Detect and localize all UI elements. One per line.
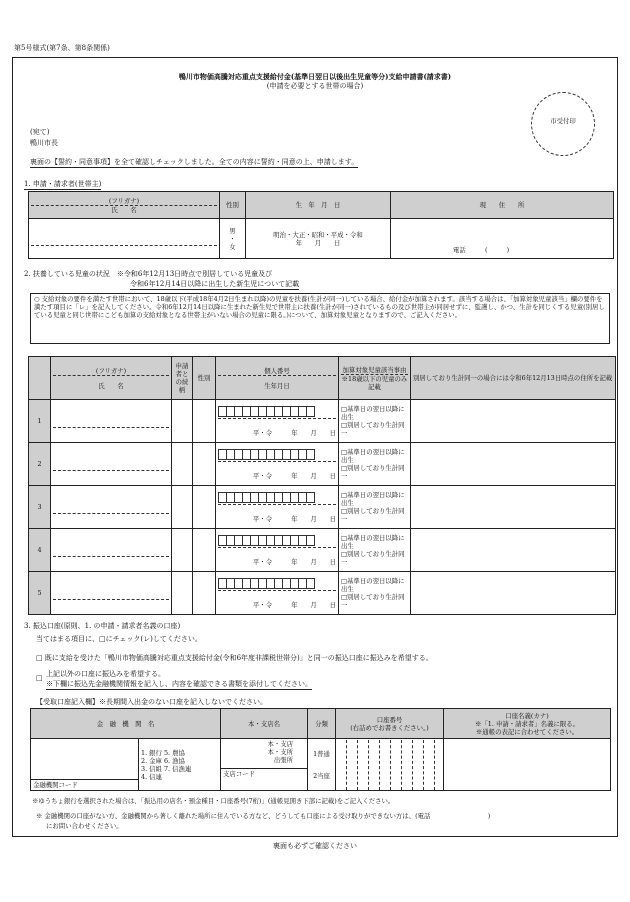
sex-female: 女 [229,242,236,251]
account-box-label: 【受取口座記入欄】※長期間入出金のない口座を記入しないでください。 [36,698,267,706]
footer-note: 裏面も必ずご確認ください [273,842,357,850]
checkbox-separate[interactable]: □別居しており生計同一 [341,507,405,523]
holder-note-1: ※「1. 申請・請求者」名義に限る。 [475,719,580,728]
row-number: 1 [29,400,51,443]
applicant-address-input[interactable] [391,219,614,259]
checkbox-born-after[interactable]: □基準日の翌日以降に出生 [341,577,405,593]
children-table [28,356,616,615]
other-address-header: 別居しており生計同一の場合には令和6年12月13日時点の住所を記載 [411,357,616,400]
target-checks[interactable] [339,572,411,615]
child-sex-input[interactable] [193,529,216,572]
target-checks[interactable] [339,486,411,529]
yucho-note: ※ゆうちょ銀行を選択された場合は、「振込用の店名・預金種目・口座番号(7桁)」(通帳見開き下部に記載)をご記入ください。 [32,797,395,805]
other-address-input[interactable] [411,529,616,572]
section3-heading: 3. 振込口座(原則、1. の申請・請求者名義の口座) [24,622,181,630]
applicant-birth-input[interactable] [246,219,391,259]
holder-note-2: ※通帳の表記に合わせてください。 [475,727,579,736]
bank-table [30,708,611,791]
option-other-account: 上記以外の口座に振込みを希望する。 [46,670,165,678]
bank-name-header: 金 融 機 関 名 [31,709,221,739]
child-birth-input: 平・令 年 月 日 [252,600,336,609]
mynumber-input[interactable] [216,486,339,529]
applicant-furigana-label: (フリガナ) [31,197,217,206]
target-label: 加算対象児童該当事由 [342,365,407,374]
option-other-note: ※下欄に振込先金融機関情報を記入し、内容を確認できる書類を添付してください。 [46,680,312,688]
bank-type-options[interactable] [139,739,221,791]
child-birth-input: 平・令 年 月 日 [252,514,336,523]
branch-type-2: 本・支所 [267,748,294,756]
other-address-input[interactable] [411,572,616,615]
reception-stamp [531,92,595,156]
branch-header: 本・支店名 [221,709,308,739]
child-row [29,486,616,529]
sex-header: 性別 [220,192,246,219]
child-name-header [51,357,172,400]
addressee-prefix: (宛て) [30,128,50,136]
bank-type-4: 4. 信連 [141,772,162,781]
checkbox-separate[interactable]: □別居しており生計同一 [341,550,405,566]
account-number-header [336,709,444,739]
child-row [29,443,616,486]
ymd-label: 年 月 日 [295,238,341,247]
row-number: 2 [29,443,51,486]
child-birth-label: 生年月日 [264,381,290,390]
checkbox-separate[interactable]: □別居しており生計同一 [341,593,405,609]
mynumber-label: 個人番号 [218,367,336,376]
branch-input[interactable] [221,739,308,791]
form-title: 鴨川市物価高騰対応重点支援給付金(基準日翌日以後出生児童等分)支給申請書(請求書) [178,72,452,81]
other-address-input[interactable] [411,443,616,486]
phone-label: 電話 ( ) [453,245,510,254]
child-name-input[interactable] [51,400,172,443]
child-row [29,529,616,572]
child-sex-input[interactable] [193,572,216,615]
relation-input[interactable] [172,443,193,486]
target-checks[interactable] [339,529,411,572]
child-birth-input: 平・令 年 月 日 [252,428,336,437]
account-number-label: 口座番号 [376,715,403,724]
applicant-name-input[interactable] [29,219,220,259]
form-id: 第5号様式(第7条、第8条関係) [14,44,110,52]
child-sex-input[interactable] [193,486,216,529]
other-address-input[interactable] [411,486,616,529]
relation-input[interactable] [172,400,193,443]
child-row [29,572,616,615]
consent-statement: 裏面の【誓約・同意事項】を全て確認しチェックしました。全ての内容に誓約・同意の上、申請します。 [30,158,359,166]
checkbox-born-after[interactable]: □基準日の翌日以降に出生 [341,534,405,550]
row-number: 3 [29,486,51,529]
child-row [29,400,616,443]
option-same-account[interactable]: □ 既に支給を受けた「鴨川市物価高騰対応重点支援給付金(令和6年度非課税世帯分)」と同一の振込口座に振込みを希望する。 [36,654,433,662]
section2-note: ○ 支給対象の要件を満たす世帯において、18歳以下(平成18年4月2日生まれ以降)の児童を扶養(生計が同一)している場合、給付金が加算されます。該当する場合は、「加算対象児童該当」欄の要件を満たす項目に「レ」を記入してください。令和6年12月14日以降に生まれた新生児で世帯主に扶養(生計が同一)されているもの及び世帯主が同居せずに、監護し、かつ、生計を同じくする児童(別居している児童と同じ世帯にこども加算の支給対象となる世帯主がいない場合の児童に限る。)について、加算対象児童となりますので、ご記入ください。 [30,293,610,344]
era-options: 明治・大正・昭和・平成・令和 [273,230,363,239]
addressee: 鴨川市長 [30,139,58,147]
bank-code-label: 金融機関コード [31,779,138,790]
bank-type-1: 1. 銀行 5. 農協 [141,748,185,757]
target-note: ※18歳以下の児童のみ記載 [341,374,408,391]
form-subtitle: (申請を必要とする世帯の場合) [266,82,364,90]
bank-name-input[interactable] [31,739,139,791]
branch-code-label: 支店コード [221,768,307,779]
mynumber-input[interactable] [216,443,339,486]
stamp-label: 市受付印 [550,117,576,125]
type-header: 分類 [308,709,336,739]
account-number-input[interactable] [336,739,444,791]
child-furigana-label: (フリガナ) [53,367,169,376]
applicant-name-label: 氏 名 [111,205,137,214]
row-number: 5 [29,572,51,615]
option-other-checkbox[interactable]: □ [36,674,43,682]
child-name-input[interactable] [51,529,172,572]
holder-label: 口座名義(カナ) [505,711,549,720]
branch-type-3: 出張所 [273,756,294,764]
applicant-sex-select[interactable] [220,219,246,259]
mynumber-input[interactable] [216,572,339,615]
relation-header: 申請者との続柄 [172,357,193,400]
birth-header: 生 年 月 日 [246,192,391,219]
mynumber-input[interactable] [216,400,339,443]
sex-dot: ・ [229,234,236,243]
no-account-note: ※ 金融機関の口座がない方、金融機関から著しく離れた場所に住んでいる方など、どうしても口座による受け取りができない方は、(電話 ) [36,812,491,820]
account-type-2: 2当座 [313,771,330,780]
checkbox-born-after[interactable]: □基準日の翌日以降に出生 [341,448,405,464]
mynumber-input[interactable] [216,529,339,572]
target-checks[interactable] [339,443,411,486]
child-sex-input[interactable] [193,443,216,486]
checkbox-born-after[interactable]: □基準日の翌日以降に出生 [341,491,405,507]
checkbox-separate[interactable]: □別居しており生計同一 [341,464,405,480]
relation-input[interactable] [172,572,193,615]
holder-header [444,709,611,739]
holder-input[interactable] [444,739,611,791]
child-name-input[interactable] [51,572,172,615]
account-number-note: (右詰めでお書きください。) [350,723,429,732]
child-name-input[interactable] [51,443,172,486]
relation-input[interactable] [172,529,193,572]
child-name-input[interactable] [51,486,172,529]
applicant-table [28,191,614,259]
sex-male: 男 [229,226,236,235]
child-birth-input: 平・令 年 月 日 [252,557,336,566]
bank-type-2: 2. 金庫 6. 漁協 [141,756,185,765]
row-number: 4 [29,529,51,572]
account-type-options[interactable] [308,739,336,791]
furigana-header [29,192,220,219]
checkbox-born-after[interactable]: □基準日の翌日以降に出生 [341,405,405,421]
section1-heading: 1. 申請・請求者(世帯主) [24,180,102,188]
section2-heading: 2. 扶養している児童の状況 ※令和6年12月13日時点で別居している児童及び [24,270,273,278]
branch-type-1: 本・支店 [267,740,294,748]
section3-instruction: 当てはまる項目に、□にチェック(レ)してください。 [36,635,202,643]
relation-input[interactable] [172,486,193,529]
target-header [339,357,411,400]
bank-type-3: 3. 信組 7. 信漁連 [141,764,192,773]
address-header: 現 住 所 [391,192,614,219]
child-sex-input[interactable] [193,400,216,443]
child-sex-header: 性別 [193,357,216,400]
child-birth-input: 平・令 年 月 日 [252,471,336,480]
other-address-input[interactable] [411,400,616,443]
section2-heading-2: 令和6年12月14日以降に出生した新生児について記載 [130,280,300,288]
child-name-label: 氏 名 [98,381,124,390]
no-account-note-2: にお問い合わせください。 [46,822,123,830]
mynumber-header [216,357,339,400]
checkbox-separate[interactable]: □別居しており生計同一 [341,421,405,437]
target-checks[interactable] [339,400,411,443]
account-type-1: 1普通 [313,749,330,758]
